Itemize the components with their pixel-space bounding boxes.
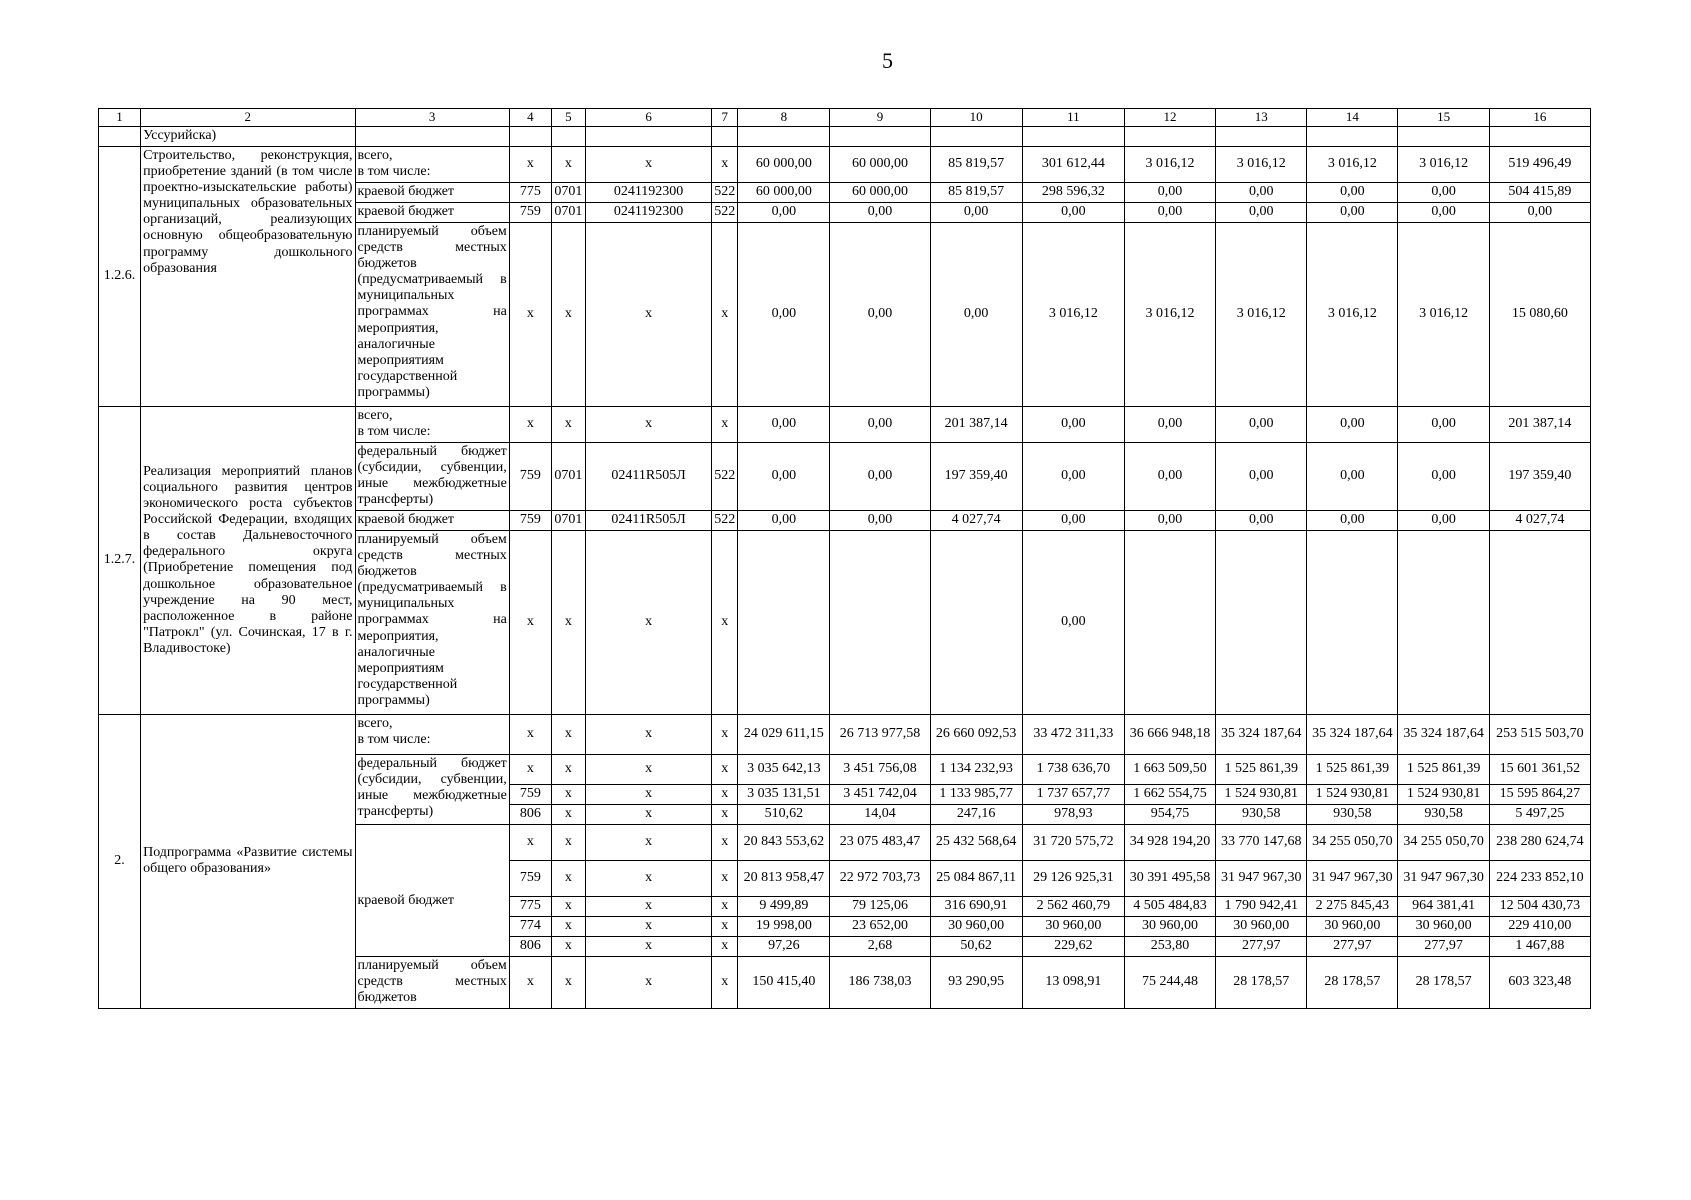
value-cell: 954,75 xyxy=(1124,804,1215,824)
value-cell xyxy=(1307,530,1398,714)
value-cell: 29 126 925,31 xyxy=(1022,860,1124,896)
col5-cell: 0701 xyxy=(551,510,585,530)
empty-cell xyxy=(1022,126,1124,146)
col7-cell: х xyxy=(712,406,738,442)
header-number: 9 xyxy=(830,109,930,127)
header-number-row xyxy=(99,109,1591,127)
header-number: 8 xyxy=(738,109,830,127)
value-cell: 3 016,12 xyxy=(1398,146,1489,182)
col5-cell: х xyxy=(551,754,585,784)
col5-cell: х xyxy=(551,784,585,804)
continuation-row xyxy=(99,126,1591,146)
col4-cell: х xyxy=(509,714,551,754)
value-cell: 0,00 xyxy=(1216,202,1307,222)
value-cell: 4 027,74 xyxy=(930,510,1022,530)
value-cell: 2 562 460,79 xyxy=(1022,896,1124,916)
value-cell: 930,58 xyxy=(1216,804,1307,824)
header-number: 14 xyxy=(1307,109,1398,127)
value-cell: 3 016,12 xyxy=(1216,222,1307,406)
value-cell: 3 451 756,08 xyxy=(830,754,930,784)
value-cell: 60 000,00 xyxy=(738,182,830,202)
col4-cell: х xyxy=(509,406,551,442)
value-cell: 0,00 xyxy=(1398,406,1489,442)
value-cell: 60 000,00 xyxy=(738,146,830,182)
funding-source: планируемый объем средств местных бюджетов xyxy=(355,956,509,1008)
value-cell: 14,04 xyxy=(830,804,930,824)
empty-cell xyxy=(830,126,930,146)
value-cell: 85 819,57 xyxy=(930,146,1022,182)
value-cell: 504 415,89 xyxy=(1489,182,1590,202)
value-cell: 23 652,00 xyxy=(830,916,930,936)
col7-cell: х xyxy=(712,222,738,406)
value-cell: 5 497,25 xyxy=(1489,804,1590,824)
empty-cell xyxy=(509,126,551,146)
funding-source: федеральный бюджет (субсидии, субвенции, иные межбюджетные трансферты) xyxy=(355,754,509,824)
empty-cell xyxy=(1124,126,1215,146)
page-number: 5 xyxy=(882,48,893,73)
value-cell: 978,93 xyxy=(1022,804,1124,824)
value-cell: 30 391 495,58 xyxy=(1124,860,1215,896)
value-cell: 0,00 xyxy=(830,442,930,510)
value-cell: 1 134 232,93 xyxy=(930,754,1022,784)
col5-cell: х xyxy=(551,406,585,442)
empty-cell xyxy=(1216,126,1307,146)
value-cell: 75 244,48 xyxy=(1124,956,1215,1008)
col7-cell: 522 xyxy=(712,202,738,222)
col6-cell: х xyxy=(585,754,711,784)
value-cell: 30 960,00 xyxy=(1398,916,1489,936)
value-cell: 3 016,12 xyxy=(1307,222,1398,406)
col6-cell: х xyxy=(585,714,711,754)
value-cell: 3 451 742,04 xyxy=(830,784,930,804)
value-cell: 964 381,41 xyxy=(1398,896,1489,916)
col4-cell: 759 xyxy=(509,202,551,222)
value-cell: 26 660 092,53 xyxy=(930,714,1022,754)
col6-cell: 0241192300 xyxy=(585,202,711,222)
value-cell: 0,00 xyxy=(1398,202,1489,222)
value-cell: 1 524 930,81 xyxy=(1398,784,1489,804)
col7-cell: х xyxy=(712,714,738,754)
col6-cell: х xyxy=(585,936,711,956)
col7-cell: 522 xyxy=(712,182,738,202)
empty-cell xyxy=(99,126,141,146)
value-cell: 0,00 xyxy=(1022,510,1124,530)
value-cell: 2,68 xyxy=(830,936,930,956)
value-cell: 79 125,06 xyxy=(830,896,930,916)
col5-cell: х xyxy=(551,146,585,182)
col4-cell: 806 xyxy=(509,804,551,824)
value-cell: 34 255 050,70 xyxy=(1307,824,1398,860)
col4-cell: 775 xyxy=(509,896,551,916)
col6-cell: х xyxy=(585,916,711,936)
value-cell: 0,00 xyxy=(830,202,930,222)
budget-table xyxy=(98,108,1591,1009)
col5-cell: х xyxy=(551,222,585,406)
value-cell: 1 133 985,77 xyxy=(930,784,1022,804)
value-cell: 0,00 xyxy=(1124,442,1215,510)
value-cell: 1 662 554,75 xyxy=(1124,784,1215,804)
col6-cell: х xyxy=(585,956,711,1008)
value-cell: 0,00 xyxy=(1022,406,1124,442)
row-126 xyxy=(99,146,1591,182)
continuation-text: Уссурийска) xyxy=(141,126,355,146)
value-cell: 26 713 977,58 xyxy=(830,714,930,754)
col5-cell: х xyxy=(551,916,585,936)
empty-cell xyxy=(930,126,1022,146)
value-cell xyxy=(1489,530,1590,714)
value-cell: 150 415,40 xyxy=(738,956,830,1008)
value-cell: 1 525 861,39 xyxy=(1216,754,1307,784)
value-cell: 28 178,57 xyxy=(1216,956,1307,1008)
value-cell: 3 016,12 xyxy=(1216,146,1307,182)
col6-cell: 02411R505Л xyxy=(585,442,711,510)
col4-cell: х xyxy=(509,222,551,406)
value-cell: 186 738,03 xyxy=(830,956,930,1008)
value-cell: 0,00 xyxy=(1124,406,1215,442)
value-cell: 50,62 xyxy=(930,936,1022,956)
value-cell: 15 595 864,27 xyxy=(1489,784,1590,804)
col4-cell: 759 xyxy=(509,860,551,896)
value-cell: 0,00 xyxy=(830,222,930,406)
funding-source: федеральный бюджет (субсидии, субвенции, иные межбюджетные трансферты) xyxy=(355,442,509,510)
value-cell: 201 387,14 xyxy=(930,406,1022,442)
value-cell: 31 947 967,30 xyxy=(1307,860,1398,896)
col6-cell: х xyxy=(585,784,711,804)
value-cell: 1 524 930,81 xyxy=(1216,784,1307,804)
value-cell: 298 596,32 xyxy=(1022,182,1124,202)
value-cell: 19 998,00 xyxy=(738,916,830,936)
value-cell: 25 432 568,64 xyxy=(930,824,1022,860)
measure-name: Строительство, реконструкция, приобретение зданий (в том числе проектно-изыскательские работы) муниципальных образовательных организаций, реализующих основную общеобразовательную программу дошкольного образования xyxy=(141,146,355,406)
value-cell: 1 525 861,39 xyxy=(1398,754,1489,784)
value-cell: 0,00 xyxy=(1398,510,1489,530)
value-cell: 3 016,12 xyxy=(1022,222,1124,406)
value-cell: 0,00 xyxy=(1216,406,1307,442)
value-cell: 1 525 861,39 xyxy=(1307,754,1398,784)
empty-cell xyxy=(585,126,711,146)
value-cell: 0,00 xyxy=(738,202,830,222)
col4-cell: х xyxy=(509,956,551,1008)
col4-cell: х xyxy=(509,754,551,784)
header-number: 2 xyxy=(141,109,355,127)
value-cell xyxy=(830,530,930,714)
col5-cell: х xyxy=(551,824,585,860)
value-cell: 22 972 703,73 xyxy=(830,860,930,896)
value-cell: 0,00 xyxy=(1216,182,1307,202)
col6-cell: х xyxy=(585,860,711,896)
col5-cell: 0701 xyxy=(551,442,585,510)
col6-cell: х xyxy=(585,406,711,442)
value-cell: 28 178,57 xyxy=(1398,956,1489,1008)
col6-cell: х xyxy=(585,804,711,824)
value-cell xyxy=(738,530,830,714)
value-cell: 15 080,60 xyxy=(1489,222,1590,406)
header-number: 1 xyxy=(99,109,141,127)
value-cell: 0,00 xyxy=(1307,510,1398,530)
value-cell: 35 324 187,64 xyxy=(1307,714,1398,754)
value-cell: 1 663 509,50 xyxy=(1124,754,1215,784)
value-cell xyxy=(1124,530,1215,714)
empty-cell xyxy=(1489,126,1590,146)
funding-source: краевой бюджет xyxy=(355,182,509,202)
value-cell: 30 960,00 xyxy=(1216,916,1307,936)
value-cell: 277,97 xyxy=(1216,936,1307,956)
value-cell: 20 843 553,62 xyxy=(738,824,830,860)
col5-cell: х xyxy=(551,896,585,916)
value-cell: 0,00 xyxy=(830,510,930,530)
col5-cell: 0701 xyxy=(551,182,585,202)
value-cell: 603 323,48 xyxy=(1489,956,1590,1008)
col5-cell: х xyxy=(551,936,585,956)
col7-cell: 522 xyxy=(712,442,738,510)
value-cell: 0,00 xyxy=(1307,442,1398,510)
value-cell: 1 737 657,77 xyxy=(1022,784,1124,804)
header-number: 3 xyxy=(355,109,509,127)
value-cell: 34 255 050,70 xyxy=(1398,824,1489,860)
col5-cell: х xyxy=(551,956,585,1008)
value-cell: 0,00 xyxy=(1124,202,1215,222)
measure-name: Подпрограмма «Развитие системы общего образования» xyxy=(141,714,355,1008)
col7-cell: х xyxy=(712,146,738,182)
empty-cell xyxy=(355,126,509,146)
value-cell: 93 290,95 xyxy=(930,956,1022,1008)
value-cell: 930,58 xyxy=(1398,804,1489,824)
col7-cell: х xyxy=(712,824,738,860)
header-number: 5 xyxy=(551,109,585,127)
measure-name: Реализация мероприятий планов социального развития центров экономического роста субъектов Российской Федерации, входящих в состав Дальневосточного федерального округа (Приобретение помещения под дошкольное образовательное учреждение на 90 мест, расположенное в районе "Патрокл" (ул. Сочинская, 17 в г. Владивостоке) xyxy=(141,406,355,714)
funding-source: краевой бюджет xyxy=(355,824,509,956)
value-cell: 0,00 xyxy=(1307,406,1398,442)
value-cell: 24 029 611,15 xyxy=(738,714,830,754)
empty-cell xyxy=(1307,126,1398,146)
value-cell: 0,00 xyxy=(1398,182,1489,202)
value-cell: 277,97 xyxy=(1398,936,1489,956)
value-cell: 0,00 xyxy=(1124,510,1215,530)
value-cell: 34 928 194,20 xyxy=(1124,824,1215,860)
col7-cell: х xyxy=(712,784,738,804)
empty-cell xyxy=(551,126,585,146)
col4-cell: 759 xyxy=(509,784,551,804)
value-cell: 36 666 948,18 xyxy=(1124,714,1215,754)
value-cell: 229,62 xyxy=(1022,936,1124,956)
value-cell: 224 233 852,10 xyxy=(1489,860,1590,896)
value-cell: 0,00 xyxy=(1216,442,1307,510)
funding-source: всего, в том числе: xyxy=(355,714,509,754)
col7-cell: х xyxy=(712,916,738,936)
value-cell: 2 275 845,43 xyxy=(1307,896,1398,916)
row-2-total xyxy=(99,714,1591,754)
col7-cell: х xyxy=(712,956,738,1008)
col4-cell: х xyxy=(509,824,551,860)
col6-cell: 0241192300 xyxy=(585,182,711,202)
col7-cell: х xyxy=(712,804,738,824)
col4-cell: 759 xyxy=(509,510,551,530)
value-cell: 247,16 xyxy=(930,804,1022,824)
value-cell: 85 819,57 xyxy=(930,182,1022,202)
value-cell: 3 035 131,51 xyxy=(738,784,830,804)
value-cell: 3 035 642,13 xyxy=(738,754,830,784)
funding-source: всего, в том числе: xyxy=(355,146,509,182)
value-cell xyxy=(930,530,1022,714)
value-cell: 30 960,00 xyxy=(1307,916,1398,936)
value-cell xyxy=(1216,530,1307,714)
col7-cell: 522 xyxy=(712,510,738,530)
value-cell: 33 472 311,33 xyxy=(1022,714,1124,754)
value-cell: 0,00 xyxy=(1022,442,1124,510)
header-number: 12 xyxy=(1124,109,1215,127)
col4-cell: х xyxy=(509,146,551,182)
value-cell: 197 359,40 xyxy=(1489,442,1590,510)
col7-cell: х xyxy=(712,860,738,896)
col6-cell: х xyxy=(585,824,711,860)
col7-cell: х xyxy=(712,754,738,784)
header-number: 7 xyxy=(712,109,738,127)
value-cell: 0,00 xyxy=(1307,202,1398,222)
value-cell: 0,00 xyxy=(930,202,1022,222)
value-cell: 60 000,00 xyxy=(830,182,930,202)
col4-cell: х xyxy=(509,530,551,714)
value-cell: 3 016,12 xyxy=(1307,146,1398,182)
col7-cell: х xyxy=(712,530,738,714)
header-number: 13 xyxy=(1216,109,1307,127)
value-cell: 97,26 xyxy=(738,936,830,956)
value-cell: 510,62 xyxy=(738,804,830,824)
value-cell: 519 496,49 xyxy=(1489,146,1590,182)
header-number: 16 xyxy=(1489,109,1590,127)
value-cell: 0,00 xyxy=(930,222,1022,406)
row-index: 2. xyxy=(99,714,141,1008)
col7-cell: х xyxy=(712,936,738,956)
col5-cell: х xyxy=(551,860,585,896)
header-number: 4 xyxy=(509,109,551,127)
value-cell: 3 016,12 xyxy=(1124,146,1215,182)
value-cell: 3 016,12 xyxy=(1398,222,1489,406)
header-number: 6 xyxy=(585,109,711,127)
col4-cell: 775 xyxy=(509,182,551,202)
col7-cell: х xyxy=(712,896,738,916)
value-cell: 0,00 xyxy=(1124,182,1215,202)
value-cell: 1 467,88 xyxy=(1489,936,1590,956)
funding-source: краевой бюджет xyxy=(355,510,509,530)
funding-source: планируемый объем средств местных бюджетов (предусматриваемый в муниципальных программах на мероприятия, аналогичные мероприятиям государственной программы) xyxy=(355,222,509,406)
col4-cell: 774 xyxy=(509,916,551,936)
value-cell: 3 016,12 xyxy=(1124,222,1215,406)
value-cell: 0,00 xyxy=(1307,182,1398,202)
value-cell: 1 738 636,70 xyxy=(1022,754,1124,784)
empty-cell xyxy=(738,126,830,146)
col5-cell: х xyxy=(551,530,585,714)
col6-cell: х xyxy=(585,896,711,916)
value-cell: 33 770 147,68 xyxy=(1216,824,1307,860)
value-cell: 30 960,00 xyxy=(1124,916,1215,936)
funding-source: всего, в том числе: xyxy=(355,406,509,442)
value-cell: 0,00 xyxy=(738,510,830,530)
row-index: 1.2.6. xyxy=(99,146,141,406)
row-127 xyxy=(99,406,1591,442)
value-cell: 930,58 xyxy=(1307,804,1398,824)
value-cell: 31 720 575,72 xyxy=(1022,824,1124,860)
col6-cell: х xyxy=(585,530,711,714)
value-cell: 1 524 930,81 xyxy=(1307,784,1398,804)
funding-source: планируемый объем средств местных бюджетов (предусматриваемый в муниципальных программах на мероприятия, аналогичные мероприятиям государственной программы) xyxy=(355,530,509,714)
value-cell: 4 505 484,83 xyxy=(1124,896,1215,916)
value-cell: 253,80 xyxy=(1124,936,1215,956)
header-number: 11 xyxy=(1022,109,1124,127)
value-cell: 253 515 503,70 xyxy=(1489,714,1590,754)
value-cell: 0,00 xyxy=(1022,530,1124,714)
value-cell: 238 280 624,74 xyxy=(1489,824,1590,860)
header-number: 10 xyxy=(930,109,1022,127)
value-cell: 0,00 xyxy=(738,222,830,406)
col6-cell: 02411R505Л xyxy=(585,510,711,530)
funding-source: краевой бюджет xyxy=(355,202,509,222)
value-cell: 23 075 483,47 xyxy=(830,824,930,860)
value-cell: 201 387,14 xyxy=(1489,406,1590,442)
value-cell: 0,00 xyxy=(738,406,830,442)
row-index: 1.2.7. xyxy=(99,406,141,714)
value-cell: 20 813 958,47 xyxy=(738,860,830,896)
col5-cell: х xyxy=(551,804,585,824)
value-cell: 13 098,91 xyxy=(1022,956,1124,1008)
value-cell: 12 504 430,73 xyxy=(1489,896,1590,916)
value-cell: 9 499,89 xyxy=(738,896,830,916)
table-body xyxy=(99,109,1591,1009)
col6-cell: х xyxy=(585,146,711,182)
col5-cell: х xyxy=(551,714,585,754)
empty-cell xyxy=(1398,126,1489,146)
value-cell: 0,00 xyxy=(830,406,930,442)
value-cell: 1 790 942,41 xyxy=(1216,896,1307,916)
value-cell: 0,00 xyxy=(1022,202,1124,222)
value-cell: 0,00 xyxy=(1398,442,1489,510)
value-cell: 316 690,91 xyxy=(930,896,1022,916)
value-cell: 301 612,44 xyxy=(1022,146,1124,182)
value-cell: 35 324 187,64 xyxy=(1398,714,1489,754)
value-cell: 197 359,40 xyxy=(930,442,1022,510)
value-cell: 30 960,00 xyxy=(1022,916,1124,936)
value-cell: 35 324 187,64 xyxy=(1216,714,1307,754)
value-cell: 229 410,00 xyxy=(1489,916,1590,936)
value-cell: 31 947 967,30 xyxy=(1398,860,1489,896)
value-cell xyxy=(1398,530,1489,714)
value-cell: 15 601 361,52 xyxy=(1489,754,1590,784)
value-cell: 28 178,57 xyxy=(1307,956,1398,1008)
empty-cell xyxy=(712,126,738,146)
value-cell: 60 000,00 xyxy=(830,146,930,182)
col4-cell: 759 xyxy=(509,442,551,510)
value-cell: 0,00 xyxy=(1216,510,1307,530)
value-cell: 25 084 867,11 xyxy=(930,860,1022,896)
value-cell: 30 960,00 xyxy=(930,916,1022,936)
value-cell: 0,00 xyxy=(1489,202,1590,222)
col6-cell: х xyxy=(585,222,711,406)
value-cell: 4 027,74 xyxy=(1489,510,1590,530)
col4-cell: 806 xyxy=(509,936,551,956)
value-cell: 0,00 xyxy=(738,442,830,510)
value-cell: 31 947 967,30 xyxy=(1216,860,1307,896)
col5-cell: 0701 xyxy=(551,202,585,222)
value-cell: 277,97 xyxy=(1307,936,1398,956)
header-number: 15 xyxy=(1398,109,1489,127)
